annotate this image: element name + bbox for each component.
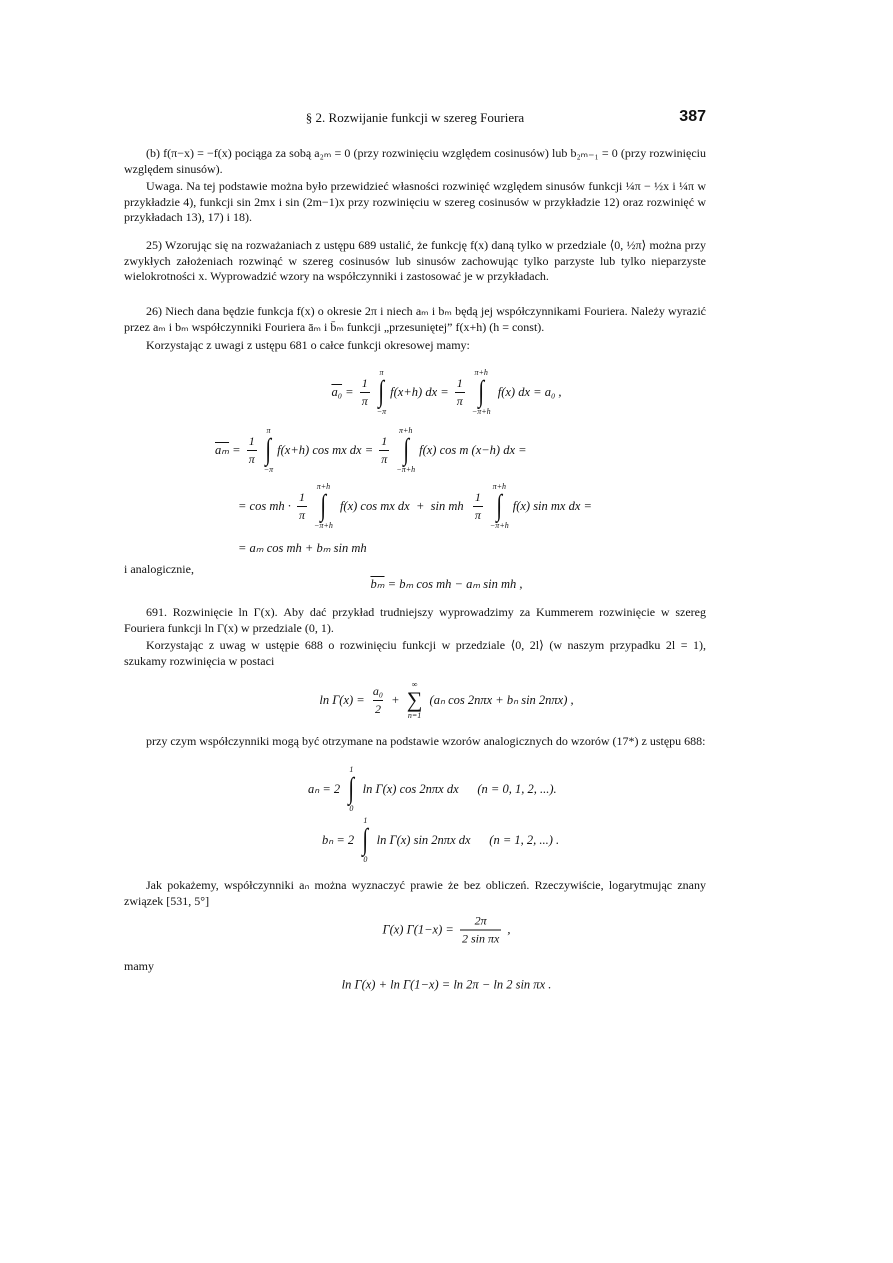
lower-limit: −π+h [489,521,509,530]
equation-text: f(x) cos m (x−h) dx = [419,442,527,457]
upper-limit: π+h [492,482,507,491]
upper-limit: π [379,368,384,377]
equation-text: f(x) sin mx dx = [512,498,592,513]
upper-limit: π+h [474,368,488,377]
equation-reflection [0,914,893,947]
equation-am-bar [215,426,527,474]
fraction [379,434,389,467]
fraction [460,914,501,947]
fraction-denominator: 2 sin πx [461,931,500,946]
integral-symbol: ∫ [348,772,355,805]
equation-text: , [504,922,511,937]
upper-limit: π+h [316,482,331,491]
equation-text: = [342,384,357,399]
integral-symbol: ∫ [362,823,369,856]
integral [490,482,509,530]
integral [472,368,491,416]
fraction-numerator: 2π [474,913,487,928]
equation-a0-bar [0,368,893,416]
page-number: 387 [679,108,706,125]
page-header [124,110,706,130]
upper-limit: 1 [349,765,354,774]
equation-am-expansion [238,482,592,530]
lower-limit: −π [376,407,387,416]
fraction-denominator: π [456,393,463,408]
overlined-coefficient: $\overline{b_m}$ [370,577,385,591]
equation-text: + [388,692,403,707]
equation-ln-reflection [0,978,893,993]
overlined-coefficient: $\overline{a_m}$ [215,443,230,457]
equation-text: f(x+h) dx = [390,384,452,399]
label-analogicznie: i analogicznie, [124,562,194,576]
fraction-numerator: 1 [456,375,463,390]
summation [407,680,423,720]
integral [314,482,333,530]
lower-limit: 0 [363,855,368,864]
equation-text: = aₘ cos mh + bₘ sin mh [238,541,367,555]
paragraph-jak-pokazemy: Jak pokażemy, współczynniki aₙ można wyznaczyć prawie że bez obliczeń. Rzeczywiście, logarytmując znany związek [531, 5°] [124,878,706,908]
paragraph-exercise-26: 26) Niech dana będzie funkcja f(x) o okresie 2π i niech aₘ i bₘ będą jej współczynnikami Fouriera. Należy wyrazić przez aₘ i bₘ współczynniki Fouriera āₘ i b̄ₘ funkcji „przesuniętej” f(x+h) (h = const). [124,304,706,334]
lower-limit: −π [263,465,274,474]
integral [361,816,369,864]
integral [377,368,386,416]
fraction-numerator: 1 [248,433,255,448]
paragraph-korzystajac: Korzystając z uwagi z ustępu 681 o całce funkcji okresowej mamy: [146,338,470,352]
equation-text: ln Γ(x) + ln Γ(1−x) = ln 2π − ln 2 sin πx . [341,977,552,992]
equation-text: ln Γ(x) sin 2nπx dx (n = 1, 2, ...) . [373,832,560,847]
equation-text: = cos mh · [238,498,294,513]
equation-text: bₙ = 2 [322,833,358,847]
equation-text: f(x) dx = a₀ , [494,384,562,399]
integral-symbol: ∫ [402,433,409,466]
lower-limit: −π+h [471,407,491,416]
fraction-denominator: π [474,507,481,522]
fraction [473,490,483,523]
paragraph-przy-czym: przy czym współczynniki mogą być otrzymane na podstawie wzorów analogicznych do wzorów (17*) z ustępu 688: [146,734,706,748]
paragraph-exercise-25: 25) Wzorując się na rozważaniach z ustępu 689 ustalić, że funkcję f(x) daną tylko w przedziale ⟨0, ½π⟩ można przy zwykłych założeniach rozwinąć w szereg cosinusów lub sinusów zachowując tylko parzyste lub tylko nieparzyste wielokrotności x. Wyprowadzić wzory na współczynniki i zastosować je w przykładach. [124,238,706,284]
upper-limit: ∞ [411,680,418,689]
equation-text: f(x) cos mx dx + sin mh [336,498,470,513]
equation-text: Γ(x) Γ(1−x) = [382,922,457,937]
equation-bm-bar [0,576,893,592]
equation-text: = [229,442,244,457]
equation-am-result [238,540,367,556]
equation-text: (aₙ cos 2nπx + bₙ sin 2nπx) , [426,693,574,707]
lower-limit: n=1 [407,711,422,720]
fraction-denominator: π [361,393,368,408]
integral-symbol: ∫ [496,489,503,522]
upper-limit: 1 [363,816,368,825]
equation-text: = bₘ cos mh − aₘ sin mh , [384,577,523,591]
fraction-numerator: 1 [474,489,481,504]
paragraph-korzystajac-688: Korzystając z uwag w ustępie 688 o rozwinięciu funkcji w przedziale ⟨0, 2l⟩ (w naszym przypadku 2l = 1), szukamy rozwinięcia w postaci [124,638,706,668]
equation-an [308,765,557,813]
fraction [371,684,385,717]
paragraph-691: 691. Rozwinięcie ln Γ(x). Aby dać przykład trudniejszy wyprowadzimy za Kummerem rozwinięcie w szereg Fouriera funkcji ln Γ(x) w przedziale (0, 1). [124,605,706,635]
fraction-numerator: 1 [361,375,368,390]
fraction-denominator: 2 [374,701,381,716]
overlined-coefficient: a₀ [331,384,343,399]
fraction [455,376,465,409]
sigma-symbol: ∑ [406,687,423,712]
fraction-denominator: π [299,507,306,522]
fraction [247,434,257,467]
equation-ln-gamma-series [0,680,893,720]
lower-limit: 0 [349,804,354,813]
equation-bn [322,816,559,864]
fraction-denominator: π [381,451,388,466]
integral [264,426,273,474]
lower-limit: −π+h [314,521,333,530]
upper-limit: π [266,426,271,435]
fraction [297,490,307,523]
equation-text: aₙ = 2 [308,782,344,796]
fraction [360,376,370,409]
integral-symbol: ∫ [265,433,272,466]
running-title: § 2. Rozwijanie funkcji w szereg Fouriera [305,110,525,125]
upper-limit: π+h [399,426,413,435]
integral [347,765,355,813]
fraction-denominator: π [248,451,255,466]
integral [396,426,415,474]
paragraph-uwaga: Uwaga. Na tej podstawie można było przewidzieć własności rozwinięć względem sinusów funkcji ¼π − ½x i ¼π w przykładzie 4), funkcji sin 2mx i sin (2m−1)x przy rozwinięciu w szereg cosinusów w przykładzie 12) oraz rozwinięć w przykładach 13), 17) i 18). [124,179,706,225]
equation-text: f(x+h) cos mx dx = [277,442,377,457]
integral-symbol: ∫ [320,489,327,522]
integral-symbol: ∫ [378,375,385,408]
fraction-numerator: a₀ [372,683,384,698]
equation-text: ln Γ(x) = [319,692,368,707]
integral-symbol: ∫ [478,375,485,408]
fraction-numerator: 1 [299,489,305,504]
label-mamy: mamy [124,959,154,973]
paragraph-b: (b) f(π−x) = −f(x) pociąga za sobą a₂ₘ = 0 (przy rozwinięciu względem cosinusów) lub b₂ₘ₋₁ = 0 (przy rozwinięciu względem sinusów). [124,146,706,176]
lower-limit: −π+h [396,465,416,474]
equation-text: ln Γ(x) cos 2nπx dx (n = 0, 1, 2, ...). [359,781,557,796]
fraction-numerator: 1 [381,433,388,448]
